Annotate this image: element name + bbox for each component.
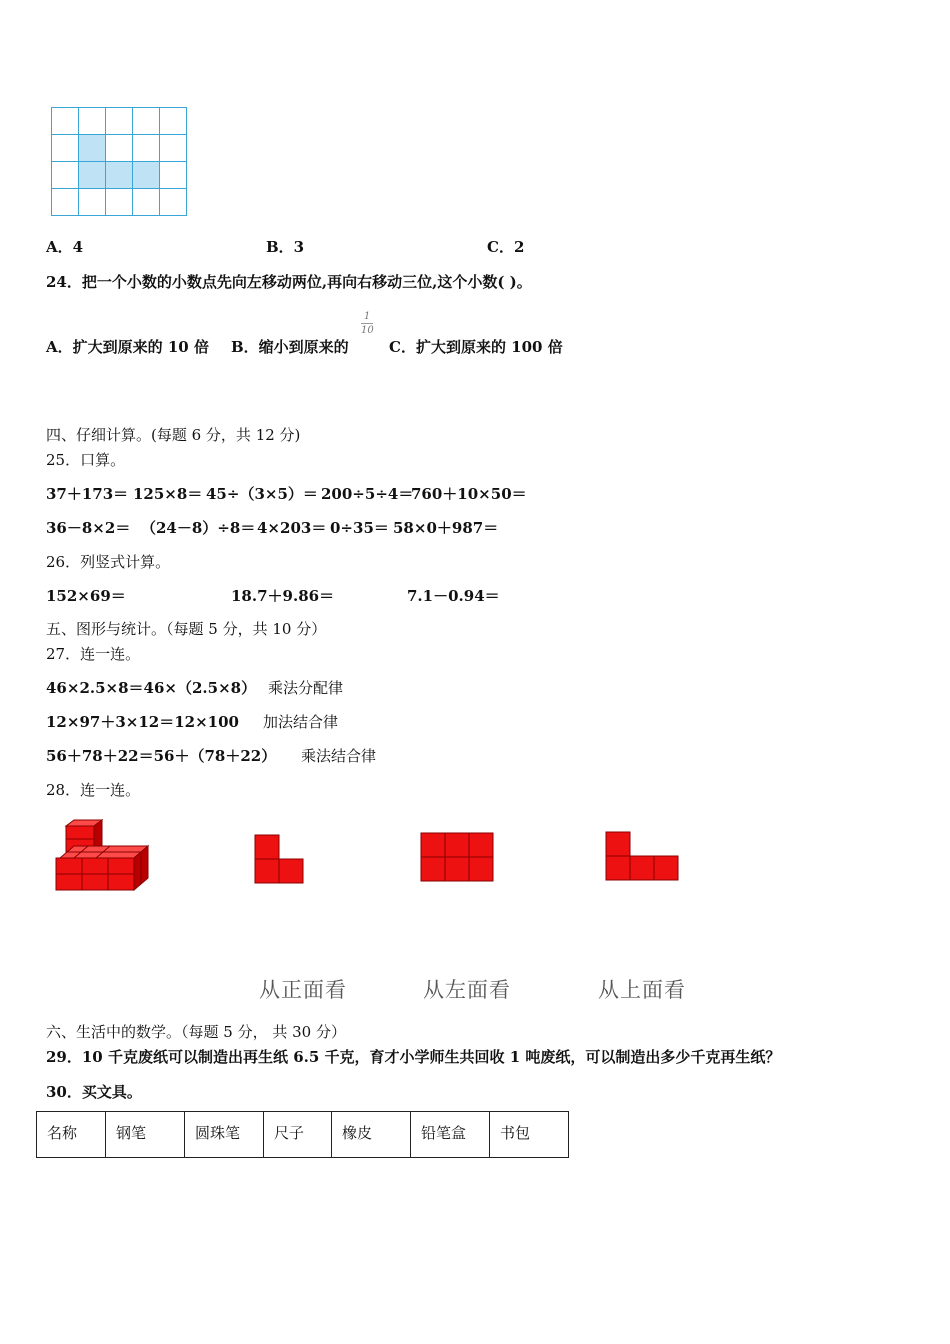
grid-cell (52, 108, 79, 135)
grid-row (52, 162, 187, 189)
grid-cell (133, 189, 160, 216)
table-header-cell: 圆珠笔 (185, 1112, 264, 1158)
grid-row (52, 135, 187, 162)
fraction-denominator: 10 (361, 325, 374, 336)
grid-cell (160, 162, 187, 189)
q24-option-a[interactable]: A．扩大到原来的 10 倍 (46, 338, 209, 356)
q27-law1[interactable]: 乘法分配律 (268, 679, 344, 697)
grid-row (52, 108, 187, 135)
grid-cell-shaded (106, 162, 133, 189)
q25-r2-item4: 0÷35＝ (330, 519, 389, 537)
section5-title: 五、图形与统计。（每题 5 分，共 10 分） (46, 620, 327, 638)
view-front-label[interactable]: 从正面看 (259, 978, 347, 1002)
grid-cell (52, 135, 79, 162)
q26-item3: 7.1－0.94＝ (407, 587, 500, 605)
grid-cell-shaded (79, 162, 106, 189)
view-top-label[interactable]: 从上面看 (598, 978, 686, 1002)
q24-option-b[interactable]: B．缩小到原来的 (231, 338, 349, 356)
q28-title: 28．连一连。 (46, 781, 141, 799)
q23-grid-figure (51, 107, 187, 216)
q25-r2-item2: （24－8）÷8＝ (141, 519, 256, 537)
grid-cell (79, 189, 106, 216)
q24-question: 24．把一个小数的小数点先向左移动两位,再向右移动三位,这个小数( )。 (46, 273, 532, 291)
fraction-bar (361, 323, 373, 324)
table-header-cell: 尺子 (264, 1112, 332, 1158)
table-header-cell: 书包 (490, 1112, 569, 1158)
grid-cell (52, 162, 79, 189)
fraction-one-tenth (361, 311, 373, 336)
q25-r1-item3: 45÷（3×5）＝ (206, 485, 318, 503)
table-header-cell: 铅笔盒 (411, 1112, 490, 1158)
q23-option-a[interactable]: A．4 (46, 238, 84, 256)
q25-title: 25．口算。 (46, 451, 126, 469)
q23-option-b[interactable]: B．3 (266, 238, 305, 256)
q27-expr3[interactable]: 56＋78＋22＝56＋（78＋22） (46, 747, 277, 765)
q25-r2-item1: 36－8×2＝ (46, 519, 131, 537)
q27-expr2[interactable]: 12×97＋3×12＝12×100 (46, 713, 239, 731)
grid-cell (160, 189, 187, 216)
fraction-numerator: 1 (363, 311, 371, 322)
grid-cell (106, 189, 133, 216)
q29-question: 29．10 千克废纸可以制造出再生纸 6.5 千克，育才小学师生共回收 1 吨废纸，可以制造出多少千克再生纸？ (46, 1048, 781, 1066)
long-l-view-icon[interactable] (605, 831, 681, 883)
q27-expr1[interactable]: 46×2.5×8＝46×（2.5×8） (46, 679, 257, 697)
grid-cell (133, 135, 160, 162)
section4-title: 四、仔细计算。(每题 6 分，共 12 分) (46, 426, 301, 444)
q27-law2[interactable]: 加法结合律 (263, 713, 339, 731)
q25-r1-item4: 200÷5÷4＝ (321, 485, 414, 503)
cube-stack-3d-icon[interactable] (52, 818, 152, 894)
table-header-cell: 名称 (37, 1112, 106, 1158)
grid-cell (106, 108, 133, 135)
q26-title: 26．列竖式计算。 (46, 553, 171, 571)
grid-cell (160, 108, 187, 135)
q30-title: 30．买文具。 (46, 1083, 142, 1101)
grid-cell (160, 135, 187, 162)
view-left-label[interactable]: 从左面看 (423, 978, 511, 1002)
q26-item2: 18.7＋9.86＝ (231, 587, 335, 605)
table-header-cell: 钢笔 (106, 1112, 185, 1158)
q24-option-c[interactable]: C．扩大到原来的 100 倍 (389, 338, 563, 356)
q25-r2-item5: 58×0＋987＝ (393, 519, 499, 537)
q25-r1-item1: 37＋173＝ (46, 485, 129, 503)
table-header-cell: 橡皮 (332, 1112, 411, 1158)
square-grid (51, 107, 187, 216)
q27-title: 27．连一连。 (46, 645, 141, 663)
section6-title: 六、生活中的数学。（每题 5 分， 共 30 分） (46, 1023, 346, 1041)
grid-row (52, 189, 187, 216)
q23-option-c[interactable]: C．2 (487, 238, 525, 256)
grid-cell (133, 108, 160, 135)
grid-cell-shaded (133, 162, 160, 189)
stationery-table (36, 1111, 569, 1158)
q25-r1-item5: 760＋10×50＝ (411, 485, 527, 503)
q26-item1: 152×69＝ (46, 587, 126, 605)
l-shape-view-icon[interactable] (254, 834, 306, 886)
q25-r2-item3: 4×203＝ (257, 519, 327, 537)
q25-r1-item2: 125×8＝ (133, 485, 203, 503)
table-row (37, 1112, 569, 1158)
grid-cell (106, 135, 133, 162)
rectangle-view-icon[interactable] (420, 832, 496, 884)
grid-cell (52, 189, 79, 216)
grid-cell-shaded (79, 135, 106, 162)
q27-law3[interactable]: 乘法结合律 (301, 747, 377, 765)
grid-cell (79, 108, 106, 135)
